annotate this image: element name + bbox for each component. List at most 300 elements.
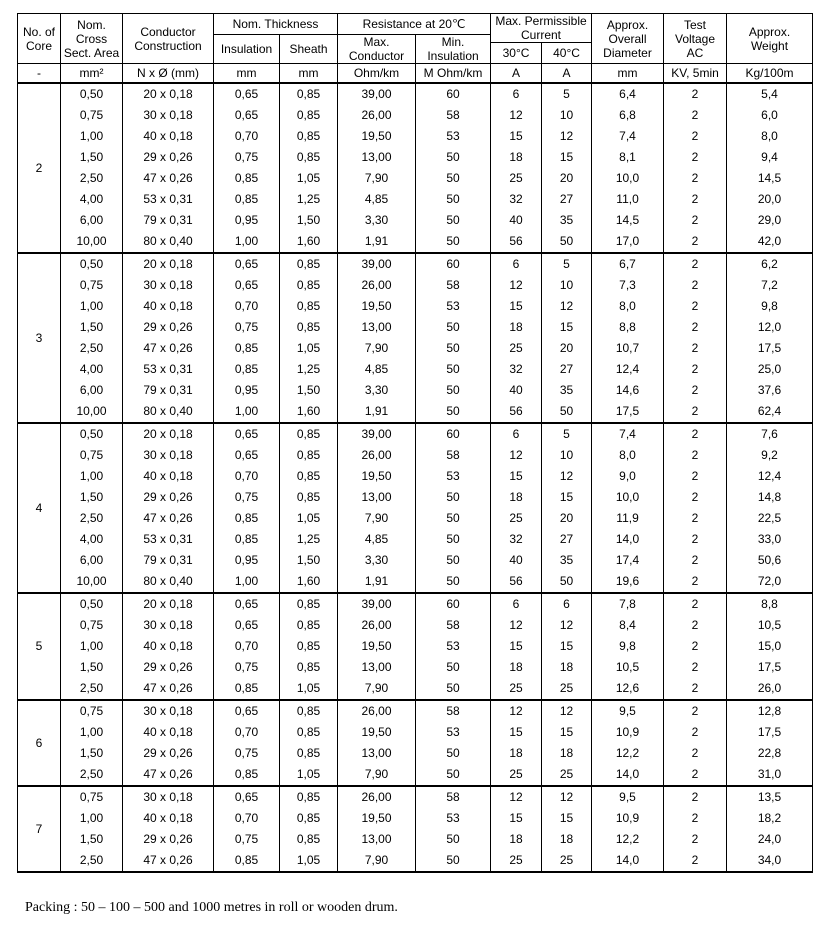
table-cell: 10,00 (61, 231, 123, 253)
table-cell: 2 (664, 83, 727, 105)
table-cell: 12 (491, 786, 542, 808)
table-row (18, 850, 813, 872)
table-cell: 0,75 (214, 829, 280, 850)
table-cell: 0,50 (61, 593, 123, 615)
header-conductor-construction: Conductor Construction (123, 14, 214, 64)
table-cell: 4,00 (61, 189, 123, 210)
table-cell: 72,0 (727, 571, 813, 593)
table-cell: 2,50 (61, 678, 123, 700)
table-cell: 50 (416, 508, 491, 529)
table-cell: 20,0 (727, 189, 813, 210)
table-cell: 2,50 (61, 764, 123, 786)
table-cell: 2 (664, 231, 727, 253)
table-cell: 39,00 (338, 593, 416, 615)
table-cell: 2 (664, 571, 727, 593)
table-cell: 12 (542, 296, 592, 317)
header-test-voltage: Test Voltage AC (664, 14, 727, 64)
table-cell: 12 (491, 615, 542, 636)
table-cell: 47 x 0,26 (123, 338, 214, 359)
table-cell: 50 (416, 189, 491, 210)
header-cross-sect-area: Nom. Cross Sect. Area (61, 14, 123, 64)
table-cell: 19,50 (338, 808, 416, 829)
table-cell: 1,50 (61, 317, 123, 338)
table-cell: 8,1 (592, 147, 664, 168)
table-cell: 0,85 (280, 829, 338, 850)
table-cell: 0,65 (214, 615, 280, 636)
table-cell: 80 x 0,40 (123, 401, 214, 423)
table-cell: 1,00 (214, 231, 280, 253)
table-cell: 2 (664, 296, 727, 317)
table-cell: 1,25 (280, 529, 338, 550)
table-cell: 6,00 (61, 210, 123, 231)
table-cell: 9,0 (592, 466, 664, 487)
table-cell: 2 (664, 808, 727, 829)
table-cell: 40 (491, 550, 542, 571)
table-cell: 30 x 0,18 (123, 700, 214, 722)
table-cell: 29 x 0,26 (123, 317, 214, 338)
table-cell: 25 (491, 508, 542, 529)
table-cell: 5 (542, 253, 592, 275)
table-cell: 39,00 (338, 253, 416, 275)
table-cell: 13,00 (338, 743, 416, 764)
table-cell: 2 (664, 786, 727, 808)
table-cell: 6 (491, 423, 542, 445)
table-cell: 47 x 0,26 (123, 678, 214, 700)
table-cell: 40 x 0,18 (123, 126, 214, 147)
table-cell: 26,00 (338, 445, 416, 466)
table-cell: 7,4 (592, 126, 664, 147)
table-cell: 6 (491, 253, 542, 275)
table-cell: 0,75 (61, 275, 123, 296)
table-cell: 8,0 (592, 445, 664, 466)
table-cell: 0,85 (280, 786, 338, 808)
table-cell: 1,05 (280, 764, 338, 786)
table-cell: 50 (416, 550, 491, 571)
table-cell: 2 (664, 401, 727, 423)
unit-cell: KV, 5min (664, 64, 727, 84)
core-count-cell: 5 (18, 593, 61, 700)
table-row (18, 550, 813, 571)
table-cell: 53 x 0,31 (123, 359, 214, 380)
table-row (18, 189, 813, 210)
table-cell: 18 (491, 147, 542, 168)
table-row (18, 168, 813, 189)
table-cell: 40 x 0,18 (123, 296, 214, 317)
table-cell: 50 (416, 529, 491, 550)
table-cell: 7,3 (592, 275, 664, 296)
table-cell: 80 x 0,40 (123, 231, 214, 253)
table-cell: 0,95 (214, 550, 280, 571)
table-cell: 0,85 (214, 508, 280, 529)
table-cell: 2 (664, 338, 727, 359)
table-cell: 17,5 (727, 722, 813, 743)
table-cell: 9,8 (592, 636, 664, 657)
table-cell: 53 (416, 466, 491, 487)
table-cell: 1,60 (280, 571, 338, 593)
table-cell: 27 (542, 189, 592, 210)
table-cell: 13,00 (338, 487, 416, 508)
table-cell: 1,25 (280, 359, 338, 380)
table-cell: 1,00 (61, 126, 123, 147)
table-cell: 1,50 (280, 380, 338, 401)
cable-spec-table (17, 13, 813, 873)
table-cell: 7,90 (338, 850, 416, 872)
table-cell: 1,00 (61, 808, 123, 829)
table-cell: 25 (491, 764, 542, 786)
table-cell: 0,85 (214, 678, 280, 700)
table-cell: 2 (664, 615, 727, 636)
table-cell: 1,60 (280, 231, 338, 253)
table-cell: 15 (542, 636, 592, 657)
table-cell: 14,5 (592, 210, 664, 231)
table-cell: 2 (664, 764, 727, 786)
table-cell: 30 x 0,18 (123, 105, 214, 126)
table-cell: 10,9 (592, 808, 664, 829)
table-cell: 12 (491, 700, 542, 722)
cable-spec-sheet (17, 13, 812, 873)
table-cell: 50 (416, 850, 491, 872)
table-cell: 7,6 (727, 423, 813, 445)
table-cell: 47 x 0,26 (123, 508, 214, 529)
table-row (18, 508, 813, 529)
table-cell: 1,00 (214, 401, 280, 423)
table-cell: 19,50 (338, 466, 416, 487)
unit-cell: A (542, 64, 592, 84)
table-cell: 56 (491, 231, 542, 253)
table-cell: 50 (416, 678, 491, 700)
table-row (18, 380, 813, 401)
header-temp-30: 30°C (491, 43, 542, 64)
table-cell: 1,50 (280, 210, 338, 231)
table-cell: 8,8 (727, 593, 813, 615)
table-cell: 18 (542, 829, 592, 850)
table-cell: 11,9 (592, 508, 664, 529)
table-cell: 30 x 0,18 (123, 275, 214, 296)
unit-cell: mm (214, 64, 280, 84)
table-cell: 5,4 (727, 83, 813, 105)
table-cell: 24,0 (727, 829, 813, 850)
header-resistance: Resistance at 20℃ (338, 14, 491, 35)
packing-note: Packing : 50 – 100 – 500 and 1000 metres in roll or wooden drum. (25, 900, 398, 915)
table-cell: 12,2 (592, 829, 664, 850)
table-cell: 15 (491, 722, 542, 743)
table-cell: 2 (664, 743, 727, 764)
table-cell: 0,85 (280, 593, 338, 615)
table-cell: 32 (491, 189, 542, 210)
table-cell: 8,8 (592, 317, 664, 338)
table-cell: 20 x 0,18 (123, 593, 214, 615)
table-cell: 12,4 (727, 466, 813, 487)
table-cell: 53 x 0,31 (123, 189, 214, 210)
table-cell: 2 (664, 466, 727, 487)
table-cell: 7,90 (338, 678, 416, 700)
table-cell: 0,65 (214, 445, 280, 466)
table-cell: 0,65 (214, 423, 280, 445)
table-cell: 10,7 (592, 338, 664, 359)
table-cell: 50 (416, 571, 491, 593)
table-cell: 1,50 (61, 147, 123, 168)
table-cell: 12 (542, 700, 592, 722)
table-cell: 2 (664, 593, 727, 615)
table-cell: 8,0 (592, 296, 664, 317)
core-count-cell: 2 (18, 83, 61, 253)
table-row (18, 487, 813, 508)
table-cell: 12 (542, 466, 592, 487)
table-cell: 50 (416, 338, 491, 359)
table-cell: 0,85 (280, 743, 338, 764)
table-cell: 0,85 (214, 359, 280, 380)
table-cell: 4,85 (338, 189, 416, 210)
table-cell: 12,0 (727, 317, 813, 338)
table-cell: 14,5 (727, 168, 813, 189)
table-cell: 6,2 (727, 253, 813, 275)
table-cell: 6,8 (592, 105, 664, 126)
table-row (18, 678, 813, 700)
table-cell: 0,70 (214, 296, 280, 317)
table-row (18, 401, 813, 423)
table-cell: 0,85 (280, 487, 338, 508)
table-cell: 10,0 (592, 487, 664, 508)
table-cell: 10,00 (61, 401, 123, 423)
table-cell: 2 (664, 317, 727, 338)
table-cell: 30 x 0,18 (123, 445, 214, 466)
table-cell: 0,65 (214, 253, 280, 275)
table-cell: 7,90 (338, 508, 416, 529)
table-cell: 2 (664, 105, 727, 126)
table-row (18, 808, 813, 829)
table-cell: 35 (542, 550, 592, 571)
table-cell: 7,90 (338, 338, 416, 359)
table-cell: 0,70 (214, 466, 280, 487)
table-cell: 1,91 (338, 401, 416, 423)
table-cell: 1,00 (61, 722, 123, 743)
table-cell: 60 (416, 83, 491, 105)
table-cell: 39,00 (338, 423, 416, 445)
table-cell: 26,00 (338, 275, 416, 296)
table-cell: 0,85 (280, 83, 338, 105)
table-cell: 29 x 0,26 (123, 657, 214, 678)
table-cell: 0,85 (280, 466, 338, 487)
table-cell: 39,00 (338, 83, 416, 105)
table-cell: 14,0 (592, 764, 664, 786)
table-cell: 15 (491, 466, 542, 487)
table-cell: 0,65 (214, 83, 280, 105)
header-nom-thickness: Nom. Thickness (214, 14, 338, 35)
table-cell: 58 (416, 615, 491, 636)
table-cell: 0,75 (61, 700, 123, 722)
table-cell: 0,85 (280, 722, 338, 743)
header-temp-40: 40°C (542, 43, 592, 64)
table-cell: 0,85 (280, 808, 338, 829)
table-cell: 50 (542, 401, 592, 423)
table-cell: 40 x 0,18 (123, 808, 214, 829)
table-cell: 50 (416, 401, 491, 423)
table-cell: 18 (542, 657, 592, 678)
table-cell: 0,75 (214, 657, 280, 678)
header-sheath: Sheath (280, 35, 338, 64)
table-cell: 1,05 (280, 338, 338, 359)
table-cell: 1,05 (280, 168, 338, 189)
table-cell: 29 x 0,26 (123, 147, 214, 168)
table-row (18, 829, 813, 850)
table-cell: 19,50 (338, 296, 416, 317)
table-cell: 0,65 (214, 700, 280, 722)
table-cell: 33,0 (727, 529, 813, 550)
table-cell: 2 (664, 850, 727, 872)
table-row (18, 423, 813, 445)
unit-cell: Ohm/km (338, 64, 416, 84)
table-cell: 60 (416, 253, 491, 275)
table-cell: 26,00 (338, 105, 416, 126)
table-cell: 0,65 (214, 593, 280, 615)
table-cell: 15 (542, 808, 592, 829)
table-row (18, 210, 813, 231)
table-cell: 34,0 (727, 850, 813, 872)
table-cell: 0,85 (280, 615, 338, 636)
table-cell: 10 (542, 105, 592, 126)
table-cell: 26,00 (338, 615, 416, 636)
unit-cell: Kg/100m (727, 64, 813, 84)
table-row (18, 445, 813, 466)
table-cell: 50 (542, 571, 592, 593)
table-cell: 50 (416, 829, 491, 850)
table-cell: 15 (542, 722, 592, 743)
table-cell: 0,95 (214, 380, 280, 401)
table-cell: 0,75 (214, 487, 280, 508)
table-cell: 4,85 (338, 529, 416, 550)
table-cell: 32 (491, 359, 542, 380)
unit-cell: M Ohm/km (416, 64, 491, 84)
table-cell: 0,85 (280, 296, 338, 317)
table-cell: 2 (664, 126, 727, 147)
table-cell: 9,5 (592, 700, 664, 722)
table-cell: 17,5 (727, 657, 813, 678)
table-cell: 10,00 (61, 571, 123, 593)
table-row (18, 786, 813, 808)
core-count-cell: 3 (18, 253, 61, 423)
table-cell: 6 (491, 83, 542, 105)
table-cell: 2 (664, 529, 727, 550)
table-cell: 42,0 (727, 231, 813, 253)
table-cell: 25 (542, 764, 592, 786)
table-cell: 0,75 (61, 445, 123, 466)
table-cell: 2 (664, 168, 727, 189)
table-cell: 62,4 (727, 401, 813, 423)
table-cell: 27 (542, 529, 592, 550)
table-row (18, 529, 813, 550)
table-cell: 0,85 (280, 445, 338, 466)
table-cell: 13,00 (338, 147, 416, 168)
table-row (18, 231, 813, 253)
header-no-of-core: No. of Core (18, 14, 61, 64)
table-cell: 10,9 (592, 722, 664, 743)
table-cell: 56 (491, 571, 542, 593)
table-cell: 56 (491, 401, 542, 423)
table-cell: 7,8 (592, 593, 664, 615)
table-cell: 2 (664, 700, 727, 722)
table-row (18, 147, 813, 168)
table-cell: 50 (416, 359, 491, 380)
table-cell: 1,50 (61, 829, 123, 850)
table-cell: 2 (664, 445, 727, 466)
table-cell: 2 (664, 487, 727, 508)
table-cell: 17,0 (592, 231, 664, 253)
table-row (18, 657, 813, 678)
table-cell: 20 (542, 168, 592, 189)
table-cell: 0,50 (61, 83, 123, 105)
table-cell: 60 (416, 423, 491, 445)
table-cell: 0,75 (214, 147, 280, 168)
table-cell: 0,65 (214, 786, 280, 808)
header-max-permissible-current: Max. Permissible Current (491, 14, 592, 43)
table-cell: 1,00 (61, 466, 123, 487)
table-cell: 79 x 0,31 (123, 550, 214, 571)
table-cell: 47 x 0,26 (123, 168, 214, 189)
table-row (18, 83, 813, 105)
table-cell: 2 (664, 275, 727, 296)
table-cell: 20 x 0,18 (123, 253, 214, 275)
table-cell: 25 (491, 850, 542, 872)
table-header (18, 14, 813, 84)
table-cell: 0,85 (214, 764, 280, 786)
table-cell: 2 (664, 359, 727, 380)
table-cell: 6 (491, 593, 542, 615)
table-cell: 8,4 (592, 615, 664, 636)
table-cell: 14,0 (592, 850, 664, 872)
table-cell: 2 (664, 636, 727, 657)
table-cell: 0,85 (280, 636, 338, 657)
table-cell: 25 (491, 678, 542, 700)
table-cell: 0,85 (214, 529, 280, 550)
table-cell: 25 (542, 850, 592, 872)
table-cell: 79 x 0,31 (123, 210, 214, 231)
table-cell: 1,25 (280, 189, 338, 210)
table-cell: 20 x 0,18 (123, 83, 214, 105)
table-cell: 2 (664, 550, 727, 571)
header-max-conductor: Max. Conductor (338, 35, 416, 64)
table-cell: 2,50 (61, 850, 123, 872)
unit-cell: - (18, 64, 61, 84)
table-cell: 2 (664, 380, 727, 401)
table-cell: 26,00 (338, 786, 416, 808)
table-cell: 0,85 (214, 189, 280, 210)
table-cell: 19,50 (338, 722, 416, 743)
table-row (18, 466, 813, 487)
table-cell: 0,85 (280, 317, 338, 338)
table-cell: 0,85 (280, 700, 338, 722)
table-cell: 40 x 0,18 (123, 636, 214, 657)
table-cell: 12,8 (727, 700, 813, 722)
table-cell: 8,0 (727, 126, 813, 147)
table-cell: 27 (542, 359, 592, 380)
table-row (18, 571, 813, 593)
table-row (18, 764, 813, 786)
table-cell: 0,85 (280, 275, 338, 296)
table-cell: 9,5 (592, 786, 664, 808)
table-cell: 17,5 (727, 338, 813, 359)
table-cell: 40 (491, 380, 542, 401)
table-row (18, 253, 813, 275)
table-cell: 10,5 (727, 615, 813, 636)
table-cell: 13,00 (338, 829, 416, 850)
table-cell: 0,85 (280, 147, 338, 168)
table-cell: 20 (542, 338, 592, 359)
table-cell: 2,50 (61, 168, 123, 189)
table-cell: 7,90 (338, 168, 416, 189)
table-cell: 53 (416, 722, 491, 743)
table-cell: 25 (491, 168, 542, 189)
table-cell: 17,4 (592, 550, 664, 571)
